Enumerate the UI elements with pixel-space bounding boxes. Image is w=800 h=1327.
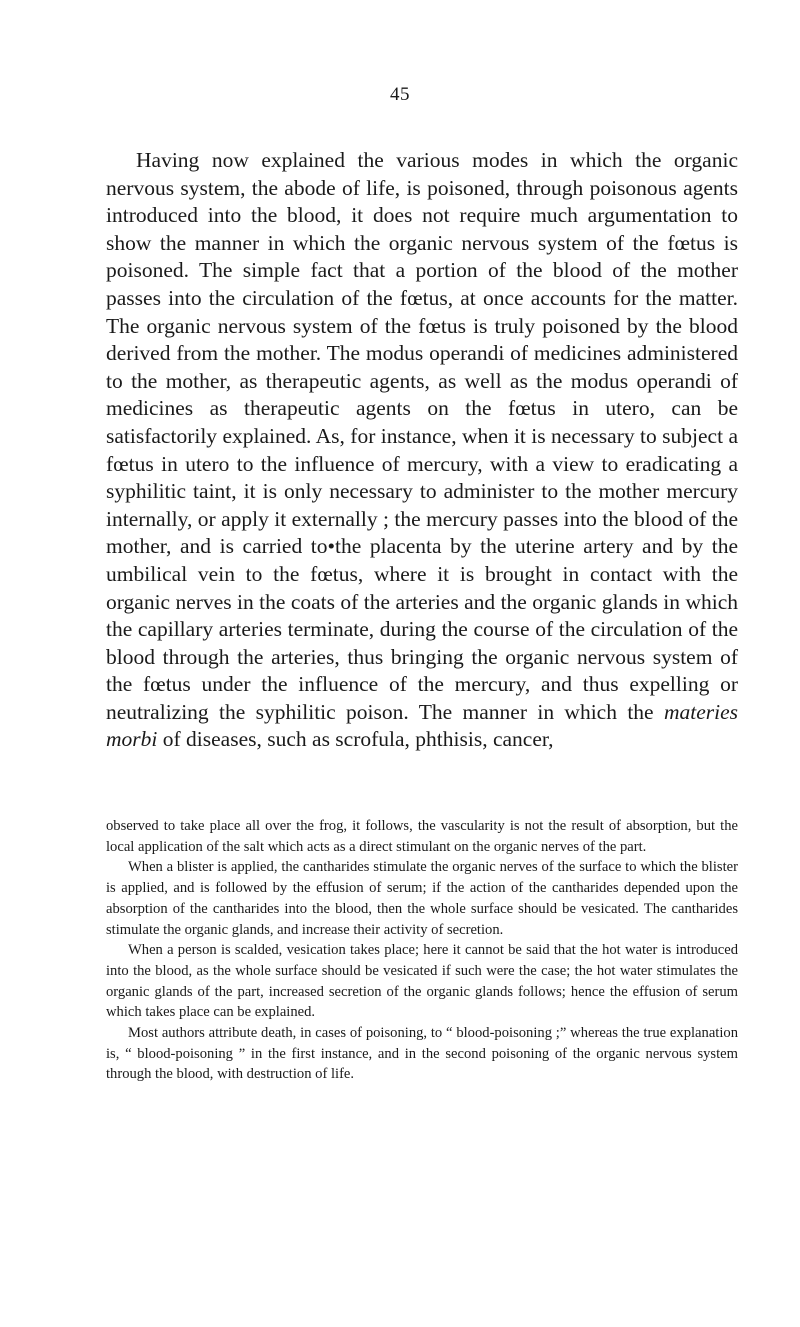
body-paragraph — [106, 147, 738, 754]
footnotes — [106, 816, 738, 1085]
italic-term: materies morbi — [106, 699, 738, 752]
body-text-run: Having now explained the various modes in which the organic nervous system, the abode of life, is poisoned, through poisonous agents introduced into the blood, it does not require much argumentation to show the manner in which the organic nervous system of the fœtus is poisoned. The simple fact that a portion of the blood of the mother passes into the circulation of the fœtus, at once accounts for the matter. The organic nervous system of the fœtus is truly poisoned by the blood derived from the mother. The modus operandi of medicines administered to the mother, as therapeutic agents, as well as the modus operandi of medicines as therapeutic agents on the fœtus in utero, can be satisfactorily explained. As, for instance, when it is necessary to subject a fœtus in utero to the influence of mercury, with a view to eradicating a syphilitic taint, it is only necessary to administer to the mother mercury internally, or apply it externally ; the mercury passes into the blood of the mother, and is carried to•the placenta by the uterine artery and by the umbilical vein to the fœtus, where it is brought in contact with the organic nerves in the coats of the arteries and the organic glands in which the capillary arteries terminate, during the course of the circulation of the blood through the arteries, thus bringing the organic nervous system of the fœtus under the influence of the mercury, and thus expelling or neutralizing the syphilitic poison. The manner in which the — [106, 148, 738, 724]
body-text-run-end: of diseases, such as scrofula, phthisis, cancer, — [157, 727, 554, 752]
footnote-paragraph: observed to take place all over the frog, it follows, the vascularity is not the result of absorption, but the local application of the salt which acts as a direct stimulant on the organic nerves of the part. — [106, 818, 738, 855]
page-number: 45 — [390, 84, 410, 105]
footnote-paragraph: When a person is scalded, vesication takes place; here it cannot be said that the hot water is introduced into the blood, as the whole surface should be vesicated if such were the case; the hot water stimulates the organic glands of the part, increased secretion of the organic glands follows; hence the effusion of serum which takes place can be explained. — [106, 942, 738, 1021]
footnote-paragraph: When a blister is applied, the cantharides stimulate the organic nerves of the surface to which the blister is applied, and is followed by the effusion of serum; if the action of the cantharides depended upon the absorption of the cantharides into the blood, then the whole surface should be vesicated. The cantharides stimulate the organic glands, and increase their activity of secretion. — [106, 859, 738, 938]
main-body-text — [106, 147, 738, 754]
footnote-paragraph: Most authors attribute death, in cases of poisoning, to “ blood-poisoning ;” whereas the true explanation is, “ blood-poisoning ” in the first instance, and in the second poisoning of the organic nervous system through the blood, with destruction of life. — [106, 1025, 738, 1083]
